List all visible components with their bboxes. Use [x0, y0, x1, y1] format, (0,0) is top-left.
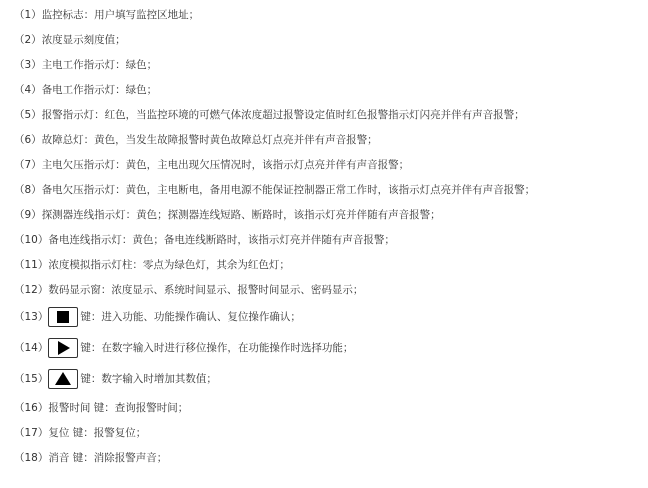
item-text: 浓度模拟指示灯柱：零点为绿色灯，其余为红色灯；	[48, 259, 290, 271]
item-number: （10）	[14, 234, 49, 246]
item-text: 浓度显示刻度值；	[41, 34, 126, 46]
item-text: 复位 键：报警复位；	[48, 427, 147, 439]
list-item-12	[14, 279, 363, 301]
list-item-11	[14, 254, 290, 276]
item-text: 监控标志：用户填写监控区地址；	[41, 9, 200, 21]
item-text: 键：在数字输入时进行移位操作，在功能操作时选择功能；	[80, 342, 354, 354]
item-number: （12）	[14, 284, 49, 296]
item-text: 主电工作指示灯：绿色；	[41, 59, 158, 71]
item-number: （9）	[14, 209, 42, 221]
item-text: 键：进入功能、功能操作确认、复位操作确认；	[80, 311, 301, 323]
item-text: 备电欠压指示灯：黄色，主电断电，备用电源不能保证控制器正常工作时，该指示灯点亮并伴有声音报警；	[41, 184, 536, 196]
list-item-7	[14, 154, 409, 176]
list-item-3	[14, 54, 157, 76]
item-text: 主电欠压指示灯：黄色，主电出现欠压情况时，该指示灯点亮并伴有声音报警；	[41, 159, 410, 171]
list-item-4	[14, 79, 157, 101]
item-number: （6）	[14, 134, 42, 146]
list-item-17	[14, 422, 146, 444]
item-number: （14）	[14, 342, 49, 354]
item-text: 消音 键：消除报警声音；	[48, 452, 168, 464]
list-item-6	[14, 129, 378, 151]
item-text: 报警指示灯：红色，当监控环境的可燃气体浓度超过报警设定值时红色报警指示灯闪亮并伴有声音报警；	[41, 109, 525, 121]
item-number: （2）	[14, 34, 42, 46]
item-text: 数码显示窗：浓度显示、系统时间显示、报警时间显示、密码显示；	[48, 284, 364, 296]
list-item-18	[14, 447, 167, 469]
list-item-16	[14, 397, 188, 419]
item-number: （13）	[14, 311, 49, 323]
item-number: （3）	[14, 59, 42, 71]
list-item-15	[14, 368, 217, 390]
square-stop-icon	[48, 307, 78, 327]
list-item-14	[14, 337, 353, 359]
item-text: 备电工作指示灯：绿色；	[41, 84, 158, 96]
list-item-9	[14, 204, 441, 226]
item-number: （16）	[14, 402, 49, 414]
list-item-2	[14, 29, 126, 51]
play-right-icon	[48, 338, 78, 358]
item-number: （5）	[14, 109, 42, 121]
item-number: （15）	[14, 373, 49, 385]
item-number: （8）	[14, 184, 42, 196]
list-item-5	[14, 104, 525, 126]
item-text: 故障总灯：黄色，当发生故障报警时黄色故障总灯点亮并伴有声音报警；	[41, 134, 378, 146]
item-text: 报警时间 键：查询报警时间；	[48, 402, 189, 414]
triangle-up-icon	[48, 369, 78, 389]
item-text: 探测器连线指示灯：黄色；探测器连线短路、断路时，该指示灯亮并伴随有声音报警；	[41, 209, 441, 221]
item-text: 备电连线指示灯：黄色；备电连线断路时，该指示灯亮并伴随有声音报警；	[48, 234, 395, 246]
item-number: （17）	[14, 427, 49, 439]
item-number: （11）	[14, 259, 49, 271]
item-number: （7）	[14, 159, 42, 171]
list-item-1	[14, 4, 199, 26]
item-number: （4）	[14, 84, 42, 96]
list-item-10	[14, 229, 395, 251]
item-text: 键：数字输入时增加其数值；	[80, 373, 217, 385]
list-item-13	[14, 306, 301, 328]
list-item-8	[14, 179, 535, 201]
item-number: （1）	[14, 9, 42, 21]
item-number: （18）	[14, 452, 49, 464]
